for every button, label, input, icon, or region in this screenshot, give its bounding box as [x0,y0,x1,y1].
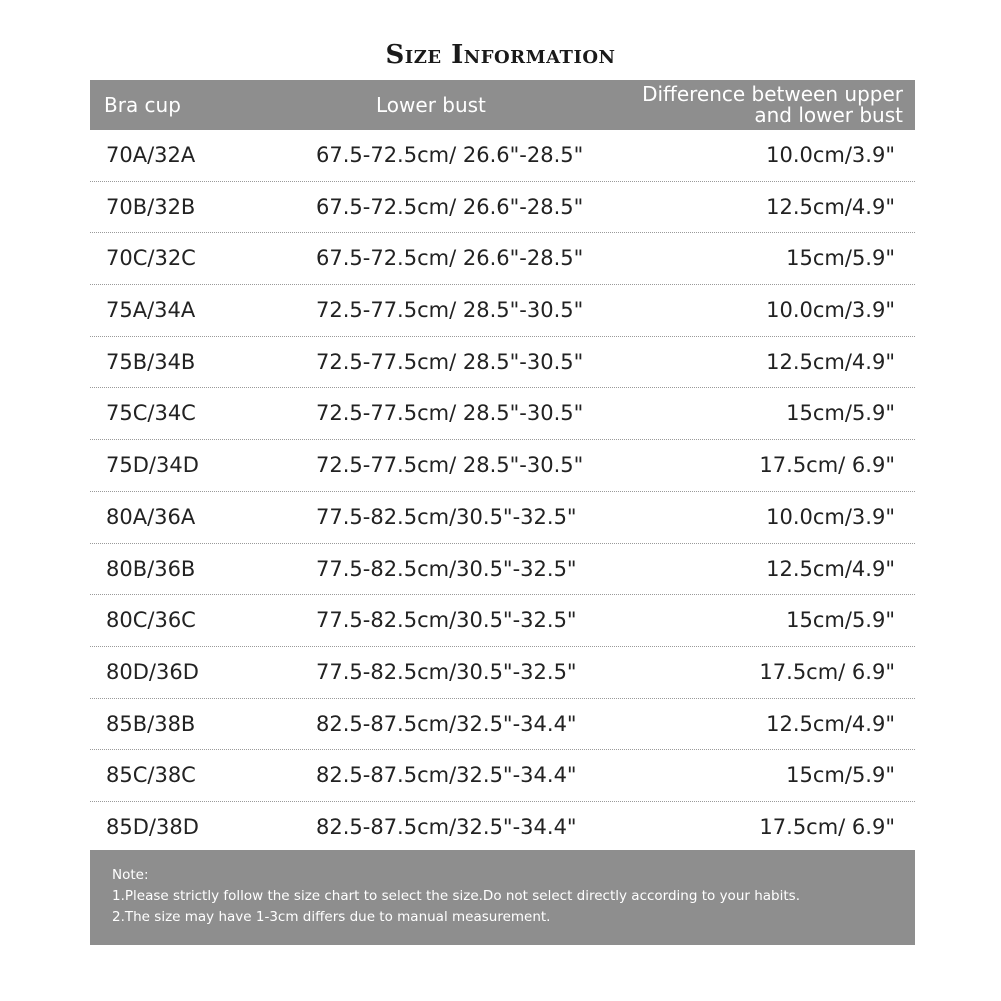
cell-bra-cup: 70B/32B [106,194,196,219]
cell-lower-bust: 72.5-77.5cm/ 28.5"-30.5" [316,298,584,323]
header-difference [583,84,903,126]
cell-difference: 17.5cm/ 6.9" [759,453,895,478]
cell-bra-cup: 70C/32C [106,246,196,271]
table-row [90,337,915,389]
cell-lower-bust: 67.5-72.5cm/ 26.6"-28.5" [316,194,584,219]
table-row [90,699,915,751]
note-line-2: 2.The size may have 1-3cm differs due to manual measurement. [112,909,551,925]
cell-bra-cup: 85D/38D [106,814,199,839]
cell-bra-cup: 85C/38C [106,763,196,788]
cell-lower-bust: 72.5-77.5cm/ 28.5"-30.5" [316,453,584,478]
cell-lower-bust: 67.5-72.5cm/ 26.6"-28.5" [316,246,584,271]
cell-difference: 15cm/5.9" [786,608,895,633]
cell-lower-bust: 77.5-82.5cm/30.5"-32.5" [316,504,577,529]
note-heading: Note: [112,867,149,883]
table-row [90,492,915,544]
cell-difference: 15cm/5.9" [786,246,895,271]
cell-difference: 10.0cm/3.9" [766,298,895,323]
cell-difference: 17.5cm/ 6.9" [759,814,895,839]
table-header [90,80,915,130]
note-line-1: 1.Please strictly follow the size chart to select the size.Do not select directly according to your habits. [112,888,800,904]
cell-bra-cup: 75D/34D [106,453,199,478]
cell-difference: 17.5cm/ 6.9" [759,659,895,684]
header-lower-bust: Lower bust [376,93,486,117]
cell-bra-cup: 80C/36C [106,608,196,633]
cell-difference: 12.5cm/4.9" [766,194,895,219]
cell-lower-bust: 82.5-87.5cm/32.5"-34.4" [316,711,577,736]
cell-difference: 10.0cm/3.9" [766,504,895,529]
header-difference-line2: and lower bust [754,103,903,127]
cell-lower-bust: 67.5-72.5cm/ 26.6"-28.5" [316,143,584,167]
cell-bra-cup: 70A/32A [106,143,196,167]
cell-bra-cup: 85B/38B [106,711,196,736]
cell-bra-cup: 80B/36B [106,556,196,581]
cell-lower-bust: 77.5-82.5cm/30.5"-32.5" [316,608,577,633]
cell-difference: 10.0cm/3.9" [766,143,895,167]
table-row [90,440,915,492]
cell-difference: 12.5cm/4.9" [766,349,895,374]
table-row [90,647,915,699]
cell-difference: 12.5cm/4.9" [766,711,895,736]
table-row [90,285,915,337]
cell-difference: 15cm/5.9" [786,763,895,788]
cell-bra-cup: 75A/34A [106,298,196,323]
cell-difference: 15cm/5.9" [786,401,895,426]
cell-lower-bust: 77.5-82.5cm/30.5"-32.5" [316,659,577,684]
note-box [90,850,915,945]
cell-bra-cup: 75B/34B [106,349,196,374]
cell-bra-cup: 75C/34C [106,401,196,426]
table-row [90,233,915,285]
cell-difference: 12.5cm/4.9" [766,556,895,581]
cell-lower-bust: 82.5-87.5cm/32.5"-34.4" [316,763,577,788]
table-row [90,182,915,234]
table-row [90,802,915,854]
table-row [90,595,915,647]
cell-lower-bust: 77.5-82.5cm/30.5"-32.5" [316,556,577,581]
size-table-body [90,130,915,854]
table-row [90,544,915,596]
cell-lower-bust: 72.5-77.5cm/ 28.5"-30.5" [316,401,584,426]
table-row [90,130,915,182]
header-bra-cup: Bra cup [104,93,181,117]
table-row [90,750,915,802]
header-difference-line1: Difference between upper [642,82,903,106]
cell-lower-bust: 82.5-87.5cm/32.5"-34.4" [316,814,577,839]
cell-bra-cup: 80D/36D [106,659,199,684]
table-row [90,388,915,440]
cell-bra-cup: 80A/36A [106,504,196,529]
cell-lower-bust: 72.5-77.5cm/ 28.5"-30.5" [316,349,584,374]
page-title: Size Information [385,40,616,70]
